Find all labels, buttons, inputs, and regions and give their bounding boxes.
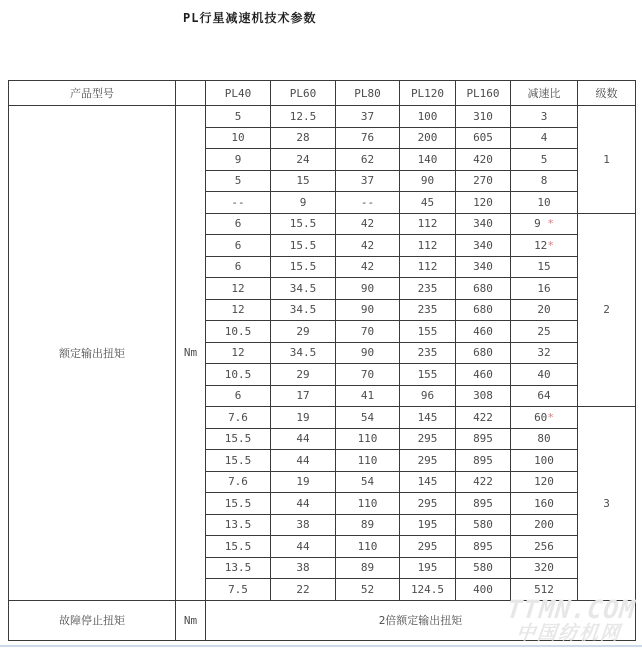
ratio-cell: 64 <box>511 385 578 407</box>
stage-cell: 2 <box>578 213 636 407</box>
table-cell: 605 <box>456 127 511 149</box>
table-cell: 19 <box>271 407 336 429</box>
table-cell: 90 <box>336 342 400 364</box>
header-unit <box>176 81 206 106</box>
table-cell: 9 <box>206 149 271 171</box>
bottom-divider <box>0 645 642 647</box>
table-cell: 100 <box>400 106 456 128</box>
ratio-cell: 80 <box>511 428 578 450</box>
ratio-cell: 120 <box>511 471 578 493</box>
table-row <box>9 600 636 640</box>
table-cell: 90 <box>400 170 456 192</box>
table-cell: 155 <box>400 364 456 386</box>
table-cell: 295 <box>400 536 456 558</box>
table-cell: 19 <box>271 471 336 493</box>
table-cell: 15.5 <box>206 536 271 558</box>
table-cell: 7.6 <box>206 407 271 429</box>
table-cell: 38 <box>271 514 336 536</box>
table-cell: 34.5 <box>271 342 336 364</box>
table-cell: 120 <box>456 192 511 214</box>
table-cell: 22 <box>271 579 336 601</box>
table-cell: 29 <box>271 364 336 386</box>
ratio-cell: 10 <box>511 192 578 214</box>
table-cell: 5 <box>206 106 271 128</box>
table-cell: 145 <box>400 407 456 429</box>
footer-value: 2倍额定输出扭矩 <box>206 600 636 640</box>
table-cell: 42 <box>336 256 400 278</box>
stage-cell: 3 <box>578 407 636 601</box>
ratio-cell: 9 * <box>511 213 578 235</box>
spec-table <box>8 80 636 644</box>
header-product-model: 产品型号 <box>9 81 176 106</box>
table-cell: 270 <box>456 170 511 192</box>
ratio-cell: 256 <box>511 536 578 558</box>
ratio-cell: 100 <box>511 450 578 472</box>
table-cell: 24 <box>271 149 336 171</box>
table-cell: 140 <box>400 149 456 171</box>
table-cell: 295 <box>400 450 456 472</box>
table-cell: 112 <box>400 213 456 235</box>
table-cell: 680 <box>456 299 511 321</box>
ratio-cell: 40 <box>511 364 578 386</box>
table-cell: 340 <box>456 256 511 278</box>
table-cell: 90 <box>336 299 400 321</box>
table-cell: 38 <box>271 557 336 579</box>
ratio-cell: 32 <box>511 342 578 364</box>
table-cell: 15.5 <box>271 213 336 235</box>
table-cell: 9 <box>271 192 336 214</box>
table-cell: 44 <box>271 493 336 515</box>
unit-label: Nm <box>176 106 206 601</box>
ratio-cell: 25 <box>511 321 578 343</box>
table-cell: 44 <box>271 450 336 472</box>
table-row <box>9 106 636 128</box>
table-cell: 42 <box>336 235 400 257</box>
ratio-cell: 16 <box>511 278 578 300</box>
ratio-cell: 512 <box>511 579 578 601</box>
watermark-line1: TTMN.COM <box>505 595 637 624</box>
header-pl160: PL160 <box>456 81 511 106</box>
asterisk: * <box>547 410 554 424</box>
ratio-cell: 4 <box>511 127 578 149</box>
table-cell: 895 <box>456 536 511 558</box>
table-cell: 6 <box>206 213 271 235</box>
ratio-cell: 200 <box>511 514 578 536</box>
table-cell: 17 <box>271 385 336 407</box>
table-cell: 124.5 <box>400 579 456 601</box>
ratio-cell: 60* <box>511 407 578 429</box>
table-cell: 42 <box>336 213 400 235</box>
table-cell: 15.5 <box>206 428 271 450</box>
header-reduction-ratio: 减速比 <box>511 81 578 106</box>
table-cell: 7.6 <box>206 471 271 493</box>
table-cell: 895 <box>456 428 511 450</box>
table-cell: 112 <box>400 235 456 257</box>
table-cell: 6 <box>206 235 271 257</box>
table-cell: 13.5 <box>206 557 271 579</box>
table-cell: 340 <box>456 235 511 257</box>
ratio-cell: 20 <box>511 299 578 321</box>
table-cell: 110 <box>336 450 400 472</box>
table-cell: 70 <box>336 364 400 386</box>
table-cell: 400 <box>456 579 511 601</box>
ratio-cell: 160 <box>511 493 578 515</box>
ratio-cell: 8 <box>511 170 578 192</box>
table-cell: -- <box>206 192 271 214</box>
table-cell: -- <box>336 192 400 214</box>
table-cell: 10 <box>206 127 271 149</box>
table-cell: 895 <box>456 450 511 472</box>
table-cell: 195 <box>400 514 456 536</box>
table-cell: 96 <box>400 385 456 407</box>
table-cell: 195 <box>400 557 456 579</box>
table-cell: 34.5 <box>271 299 336 321</box>
table-cell: 200 <box>400 127 456 149</box>
spec-table-body <box>9 106 636 644</box>
table-cell: 235 <box>400 278 456 300</box>
table-cell: 76 <box>336 127 400 149</box>
table-cell: 580 <box>456 514 511 536</box>
table-cell: 12 <box>206 299 271 321</box>
table-cell: 6 <box>206 256 271 278</box>
table-cell: 12 <box>206 342 271 364</box>
table-cell: 235 <box>400 342 456 364</box>
table-cell: 460 <box>456 321 511 343</box>
header-pl60: PL60 <box>271 81 336 106</box>
table-cell: 70 <box>336 321 400 343</box>
ratio-cell: 3 <box>511 106 578 128</box>
table-cell: 340 <box>456 213 511 235</box>
watermark-line2: 中国纺机网 <box>514 622 623 644</box>
table-cell: 422 <box>456 471 511 493</box>
table-cell: 37 <box>336 170 400 192</box>
asterisk: * <box>547 238 554 252</box>
table-cell: 680 <box>456 342 511 364</box>
table-cell: 12.5 <box>271 106 336 128</box>
table-cell: 6 <box>206 385 271 407</box>
table-cell: 420 <box>456 149 511 171</box>
table-cell: 295 <box>400 428 456 450</box>
table-cell: 29 <box>271 321 336 343</box>
table-cell: 895 <box>456 493 511 515</box>
table-cell: 15.5 <box>271 256 336 278</box>
table-cell: 10.5 <box>206 321 271 343</box>
table-cell: 89 <box>336 514 400 536</box>
table-cell: 580 <box>456 557 511 579</box>
table-cell: 10.5 <box>206 364 271 386</box>
table-cell: 52 <box>336 579 400 601</box>
table-cell: 7.5 <box>206 579 271 601</box>
table-cell: 44 <box>271 536 336 558</box>
table-cell: 310 <box>456 106 511 128</box>
table-cell: 54 <box>336 471 400 493</box>
row-label-fault-stop-torque: 故障停止扭矩 <box>9 600 176 640</box>
table-cell: 15.5 <box>206 450 271 472</box>
table-cell: 308 <box>456 385 511 407</box>
page-title: PL行星减速机技术参数 <box>183 11 317 25</box>
table-cell: 45 <box>400 192 456 214</box>
asterisk: * <box>540 217 554 231</box>
table-cell: 37 <box>336 106 400 128</box>
table-cell: 90 <box>336 278 400 300</box>
table-cell: 155 <box>400 321 456 343</box>
table-cell: 460 <box>456 364 511 386</box>
table-cell: 680 <box>456 278 511 300</box>
table-header-row <box>9 81 636 106</box>
table-cell: 110 <box>336 536 400 558</box>
ratio-cell: 12* <box>511 235 578 257</box>
table-cell: 110 <box>336 428 400 450</box>
header-pl120: PL120 <box>400 81 456 106</box>
table-cell: 235 <box>400 299 456 321</box>
table-cell: 54 <box>336 407 400 429</box>
ratio-cell: 320 <box>511 557 578 579</box>
table-cell: 422 <box>456 407 511 429</box>
table-cell: 110 <box>336 493 400 515</box>
table-cell: 295 <box>400 493 456 515</box>
table-cell: 15.5 <box>206 493 271 515</box>
header-pl40: PL40 <box>206 81 271 106</box>
table-cell: 13.5 <box>206 514 271 536</box>
table-cell: 34.5 <box>271 278 336 300</box>
table-cell: 28 <box>271 127 336 149</box>
table-cell: 41 <box>336 385 400 407</box>
table-cell: 44 <box>271 428 336 450</box>
table-cell: 5 <box>206 170 271 192</box>
header-stages: 级数 <box>578 81 636 106</box>
table-cell: 15.5 <box>271 235 336 257</box>
stage-cell: 1 <box>578 106 636 214</box>
table-cell: 15 <box>271 170 336 192</box>
ratio-cell: 15 <box>511 256 578 278</box>
table-cell: 89 <box>336 557 400 579</box>
table-cell: 145 <box>400 471 456 493</box>
row-label-rated-output-torque: 额定输出扭矩 <box>9 106 176 601</box>
table-cell: 12 <box>206 278 271 300</box>
header-pl80: PL80 <box>336 81 400 106</box>
unit-label: Nm <box>176 600 206 640</box>
table-cell: 62 <box>336 149 400 171</box>
ratio-cell: 5 <box>511 149 578 171</box>
table-cell: 112 <box>400 256 456 278</box>
